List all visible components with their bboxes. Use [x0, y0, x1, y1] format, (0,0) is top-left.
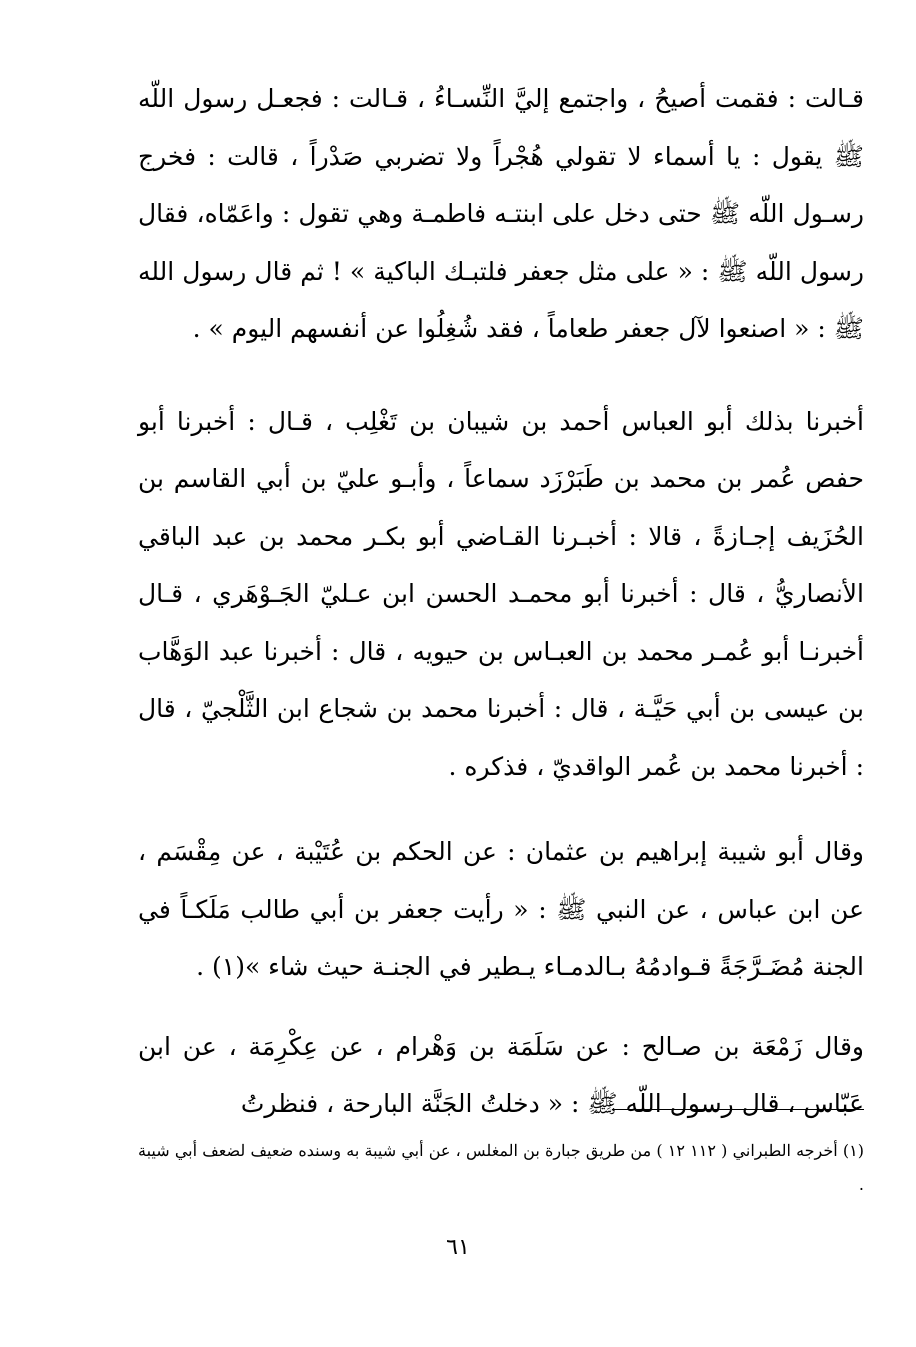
paragraph-1: قـالت : فقمت أصيحُ ، واجتمع إليَّ النِّسـاءُ ، قـالت : فجعـل رسول اللّه ﷺ يقول : يا أسماء لا تقولي هُجْراً ولا تضربي صَدْراً ، قالت : فخرج رسـول اللّه ﷺ حتى دخل على ابنتـه فاطمـة وهي تقول : واعَمّاه، فقال رسول اللّه ﷺ : « على مثل جعفر فلتبـك الباكية » ! ثم قال رسول الله ﷺ : « اصنعوا لآل جعفر طعاماً ، فقد شُغِلُوا عن أنفسهم اليوم » . [138, 84, 865, 343]
page-body [138, 70, 864, 1133]
paragraph-2: أخبرنا بذلك أبو العباس أحمد بن شيبان بن تَغْلِب ، قـال : أخبرنا أبو حفص عُمر بن محمد بن طَبَرْزَد سماعاً ، وأبـو عليّ بن أبي القاسم بن الحُزَيف إجـازةً ، قالا : أخبـرنا القـاضي أبو بكـر محمد بن عبد الباقي الأنصاريُّ ، قال : أخبرنا أبو محمـد الحسن ابن عـليّ الجَـوْهَري ، قـال أخبرنـا أبو عُمـر محمد بن العبـاس بن حيويه ، قال : أخبرنا عبد الوَهَّاب بن عيسى بن أبي حَيَّـة ، قال : أخبرنا محمد بن شجاع ابن الثَّلْجيّ ، قال : أخبرنا محمد بن عُمر الواقديّ ، فذكره . [138, 406, 864, 781]
footnote-separator [612, 1109, 864, 1110]
paragraph-4: وقال زَمْعَة بن صـالح : عن سَلَمَة بن وَهْرام ، عن عِكْرِمَة ، عن ابن عَبّاس ، قال رسول اللّه ﷺ : « دخلتُ الجَنَّة البارحة ، فنظرتُ [138, 1031, 864, 1118]
page-number: ٦١ [446, 1235, 470, 1260]
paragraph-3: وقال أبو شيبة إبراهيم بن عثمان : عن الحكم بن عُتَيْبة ، عن مِقْسَم ، عن ابن عباس ، عن النبي ﷺ : « رأيت جعفر بن أبي طالب مَلَكـاً في الجنة مُضَـرَّجَةً قـوادمُهُ بـالدمـاء يـطير في الجنـة حيث شاء »(١) . [138, 837, 864, 981]
footnote: (١) أخرجه الطبراني ( ١١٢ ١٢ ) من طريق جبارة بن المغلس ، عن أبي شيبة به وسنده ضعيف لضعف أبي شيبة . [138, 1141, 864, 1194]
